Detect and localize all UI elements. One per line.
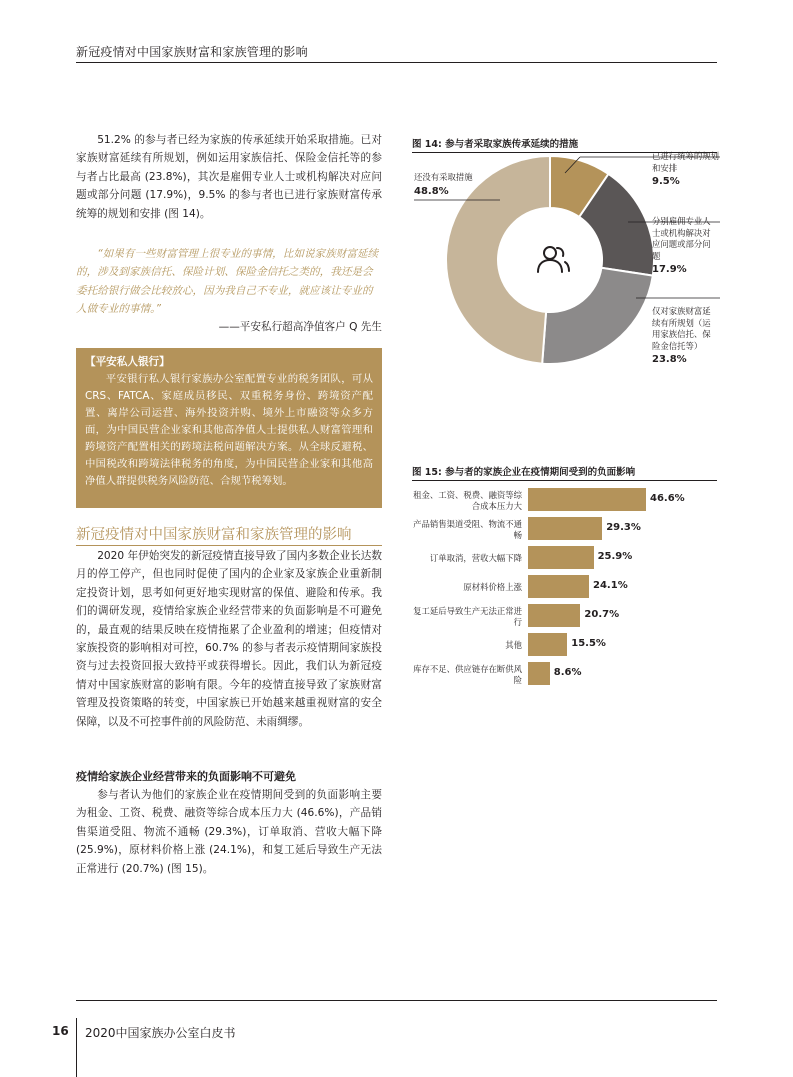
bar <box>528 546 594 569</box>
bar <box>528 633 567 656</box>
section-rule <box>76 545 382 546</box>
fig15-bar-chart <box>412 488 717 693</box>
people-icon <box>538 247 569 272</box>
pie-slice-4 <box>446 156 550 364</box>
bar-category-label: 产品销售渠道受阻、物流不通畅 <box>413 518 522 540</box>
section-paragraph: 2020 年伊始突发的新冠疫情直接导致了国内多数企业长达数月的停工停产，但也同时促使了国内的企业家及家族企业重新制定投资计划，思考如何更好地实现财富的保值、避险和传承。我们的调研发现，疫情给家族企业经营带来的负面影响是不可避免的，最直观的结果反映在疫情拖累了企业盈利的增速；但疫情对家族投资的影响相对可控，60.7% 的参与者表示疫情期间家族投资与过去投资回报大致持平或获得增长。因此，我们认为新冠疫情对中国家族财富的影响有限。今年的疫情直接导致了家族财富管理及投资策略的转变，中国家族已开始越来越重视财富的安全保障，以及不可控事件前的风险防范、未雨绸缪。 <box>76 550 382 728</box>
pie-slice-3 <box>542 268 653 364</box>
fig15-rule <box>412 480 717 481</box>
footer-title: 2020中国家族办公室白皮书 <box>85 1026 236 1040</box>
bar-category-label: 库存不足、供应链存在断供风险 <box>413 663 522 685</box>
client-quote: “如果有一些财富管理上很专业的事情，比如说家族财富延续的，涉及到家族信托、保险计划、保险金信托之类的，我还是会委托给银行做会比较放心，因为我自己不专业，就应该让专业的人做专业的事情。” <box>76 248 379 316</box>
bar-value-label: 29.3% <box>606 522 641 533</box>
box-title: 【平安私人银行】 <box>85 356 170 368</box>
pie-label-none: 还没有采取措施 <box>414 172 473 182</box>
bar-category-label: 其他 <box>505 640 522 650</box>
intro-paragraph: 51.2% 的参与者已经为家族的传承延续开始采取措施。已对家族财富延续有所规划，例如运用家族信托、保险金信托等的参与者占比最高 (23.8%)，其次是雇佣专业人士或机构解决对应问题或部分问题 (17.9%)，9.5% 的参与者也已进行家族财富传承统筹的规划和安排 (图 14)。 <box>76 134 382 220</box>
bar <box>528 575 589 598</box>
sub-title: 疫情给家族企业经营带来的负面影响不可避免 <box>76 770 296 783</box>
quote-block <box>76 245 382 334</box>
fig14-title: 图 14: 参与者采取家族传承延续的措施 <box>412 139 579 150</box>
pie-pct-professional: 17.9% <box>652 264 687 275</box>
bar-category-label: 租金、工资、税费、融资等综合成本压力大 <box>413 489 522 511</box>
pie-label-professional: 分别雇佣专业人士或机构解决对应问题或部分问题 <box>652 216 711 261</box>
footer-rule <box>76 1000 717 1001</box>
pie-label-planned: 已进行统筹的规划和安排 <box>652 151 719 173</box>
bar-value-label: 46.6% <box>650 493 685 504</box>
bar-category-label: 复工延后导致生产无法正常进行 <box>413 605 522 627</box>
sub-body <box>76 786 382 878</box>
bar-value-label: 25.9% <box>597 551 633 562</box>
pie-pct-planned: 9.5% <box>652 176 680 187</box>
intro-block <box>76 131 382 223</box>
pie-label-trust: 仅对家族财富延续有所规划（运用家族信托、保险金信托等） <box>652 306 711 351</box>
footer-divider <box>76 1018 77 1077</box>
section-title: 新冠疫情对中国家族财富和家族管理的影响 <box>76 527 352 543</box>
sub-paragraph: 参与者认为他们的家族企业在疫情期间受到的负面影响主要为租金、工资、税费、融资等综合成本压力大 (46.6%)，产品销售渠道受阻、物流不通畅 (29.3%)，订单取消、营收大幅下降 (25.9%)，原材料价格上涨 (24.1%)，和复工延后导致生产无法正常进行 (20.7%) (图 15)。 <box>76 789 382 875</box>
running-header: 新冠疫情对中国家族财富和家族管理的影响 <box>76 45 308 59</box>
section-body <box>76 547 382 731</box>
box-text: 平安银行私人银行家族办公室配置专业的税务团队，可从 CRS、FATCA、家庭成员移民、双重税务身份、跨境资产配置、离岸公司运营、海外投资并购、境外上市融资等众多方面，为中国民营企业家和其他高净值人士提供私人财富管理和跨境资产配置相关的跨境法税问题解决方案。从全球反避税、中国税改和跨境法律税务的角度，为中国民营企业家和其他高净值人群提供税务风险防范、合规节税筹划。 <box>85 373 373 487</box>
bar-value-label: 20.7% <box>584 609 620 620</box>
bar <box>528 662 550 685</box>
quote-source: ——平安私行超高净值客户 Q 先生 <box>218 320 382 333</box>
header-rule <box>76 62 717 63</box>
bar-value-label: 15.5% <box>571 638 606 649</box>
bar-value-label: 8.6% <box>553 667 582 678</box>
bar <box>528 488 646 511</box>
page-number: 16 <box>52 1024 69 1038</box>
pie-pct-none: 48.8% <box>414 186 449 197</box>
bar-value-label: 24.1% <box>593 580 628 591</box>
bar <box>528 604 580 627</box>
bar-category-label: 原材料价格上涨 <box>463 582 522 592</box>
ping-an-private-bank-box <box>76 348 382 508</box>
fig15-title: 图 15: 参与者的家族企业在疫情期间受到的负面影响 <box>412 467 636 478</box>
pie-pct-trust: 23.8% <box>652 354 687 365</box>
bar-category-label: 订单取消，营收大幅下降 <box>429 553 522 563</box>
bar <box>528 517 602 540</box>
